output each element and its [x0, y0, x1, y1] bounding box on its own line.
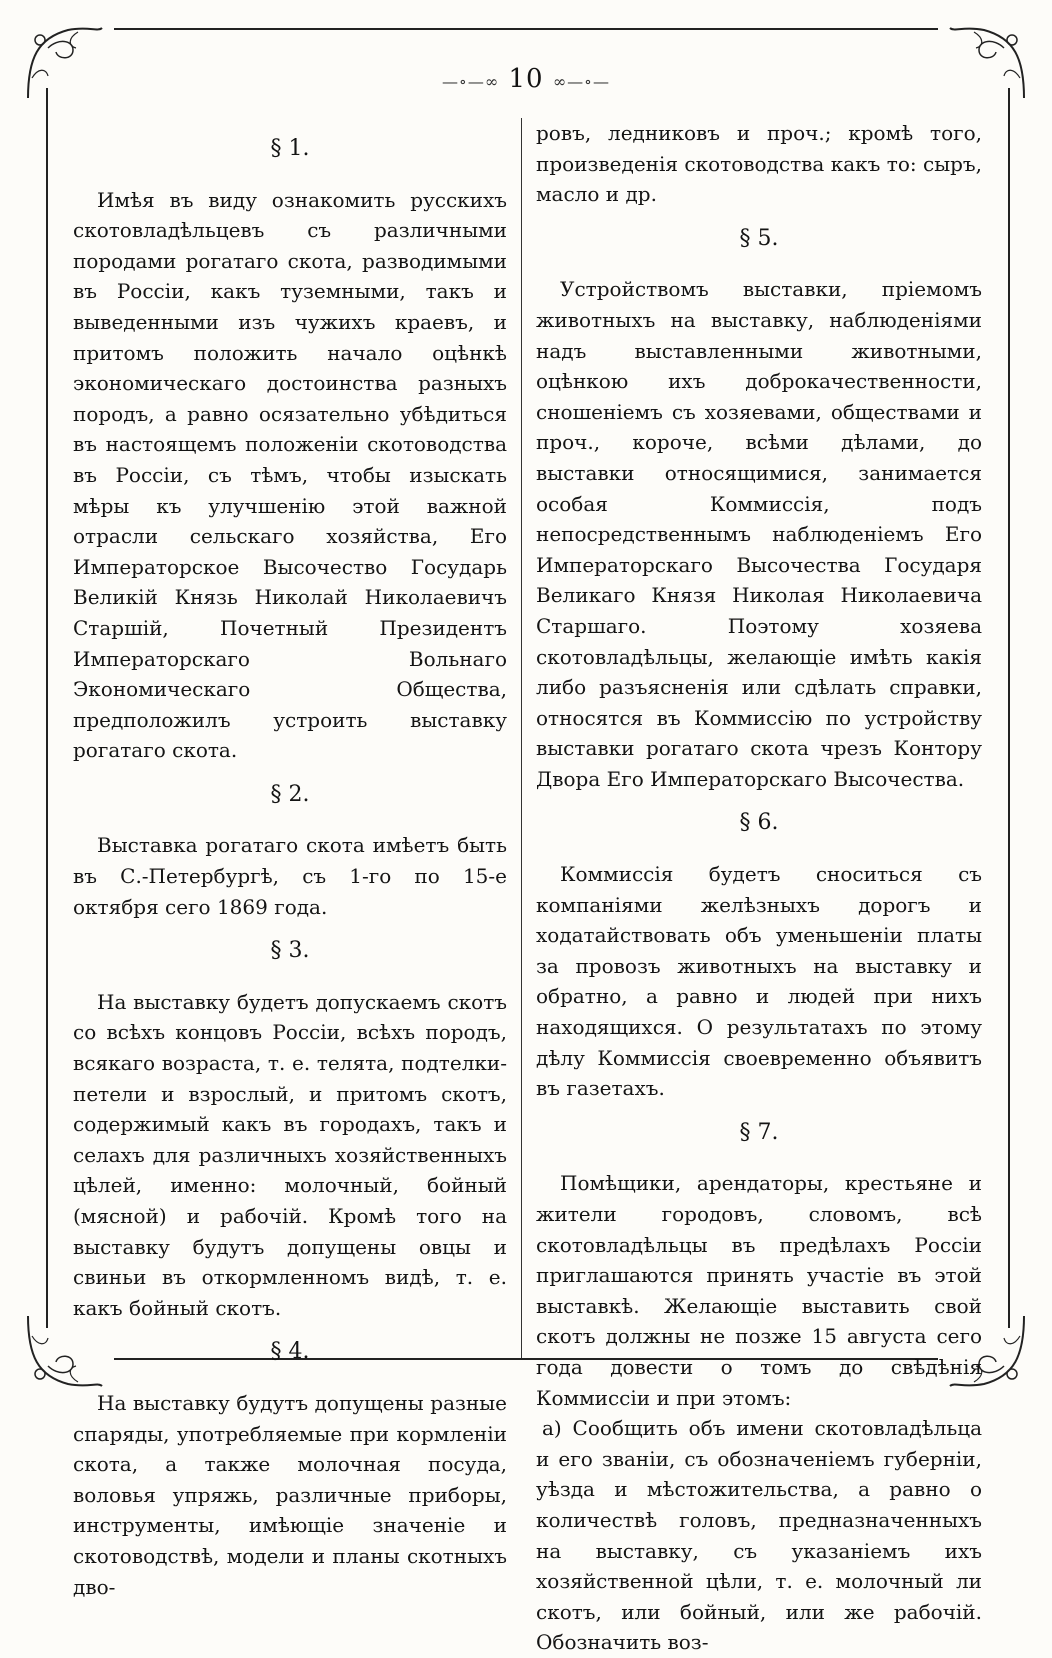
section-paragraph-continued: ровъ, ледниковъ и проч.; кромѣ того, произведенія скотоводства какъ то: сыръ, масло и др.: [536, 121, 982, 207]
corner-ornament-icon: [944, 18, 1034, 108]
corner-ornament-icon: [18, 18, 108, 108]
section-heading: § 7.: [739, 1119, 779, 1145]
section-heading: § 6.: [739, 810, 779, 836]
section-paragraph: Помѣщики, арендаторы, крестьяне и жители городовъ, словомъ, всѣ скотовладѣльцы въ предѣлахъ Россіи приглашаются принять участіе въ этой выставкѣ. Желающіе выставить свой скотъ должны не позже 15 августа сего года довести о томъ до свѣдѣнія Коммиссіи и при этомъ:: [536, 1171, 982, 1410]
section-paragraph: Коммиссія будетъ сноситься съ компаніями желѣзныхъ дорогъ и ходатайствовать объ уменьшеніи платы за провозъ животныхъ на выставку и обратно, а равно и людей при нихъ находящихся. О результатахъ по этому дѣлу Коммиссія своевременно объявитъ въ газетахъ.: [536, 862, 982, 1101]
column-divider: [521, 118, 522, 1358]
top-border: [114, 28, 938, 30]
header-ornament-left-icon: —∘—∞: [442, 72, 500, 91]
section-heading: § 5.: [739, 225, 779, 251]
page-number: 10: [508, 64, 544, 94]
right-column: [536, 118, 982, 1658]
list-item: а) Сообщить объ имени скотовладѣльца и его званіи, съ обозначеніемъ губерніи, уѣзда и мѣстожительства, а равно о количествѣ головъ, предназначенныхъ на выставку, съ указаніемъ ихъ хозяйственной цѣли, т. е. молочный ли скотъ, или бойный, или же рабочій. Обозначить воз-: [536, 1416, 982, 1655]
section-heading: § 1.: [270, 136, 310, 161]
section-paragraph: На выставку будутъ допущены разные спаряды, употребляемые при кормленіи скота, а также молочная посуда, воловья упряжь, различные приборы, инструменты, имѣющіе значеніе и скотоводствѣ, модели и планы скотныхъ дво-: [73, 1390, 507, 1599]
page-header: [0, 64, 1052, 94]
left-column: [73, 122, 507, 1602]
section-heading: § 4.: [270, 1339, 310, 1365]
section-heading: § 2.: [270, 781, 310, 807]
header-ornament-right-icon: ∞—∘—: [552, 72, 610, 91]
section-paragraph: Устройствомъ выставки, пріемомъ животныхъ на выставку, наблюденіями надъ выставленными животными, оцѣнкою ихъ доброкачественности, сношеніемъ съ хозяевами, обществами и проч., короче, всѣми дѣлами, до выставки относящимися, занимается особая Коммиссія, подъ непосредственнымъ наблюденіемъ Его Императорскаго Высочества Государя Великаго Князя Николая Николаевича Старшаго. Поэтому хозяева скотовладѣльцы, желающіе имѣть какія либо разъясненія или сдѣлать справки, относятся въ Коммиссію по устройству выставки рогатаго скота чрезъ Контору Двора Его Императорскаго Высочества.: [536, 277, 982, 791]
section-paragraph: Имѣя въ виду ознакомить русскихъ скотовладѣльцевъ съ различными породами рогатаго скота, разводимыми въ Россіи, какъ туземными, такъ и выведенными изъ чужихъ краевъ, и притомъ положить начало оцѣнкѣ экономическаго достоинства разныхъ породъ, а равно осязательно убѣдиться въ настоящемъ положеніи скотоводства въ Россіи, съ тѣмъ, чтобы изыскать мѣры къ улучшенію этой важной отрасли сельскаго хозяйства, Его Императорское Высочество Государь Великій Князь Николай Николаевичъ Старшій, Почетный Президентъ Императорскаго Вольнаго Экономическаго Общества, предположилъ устроить выставку рогатаго скота.: [73, 187, 507, 763]
section-paragraph: Выставка рогатаго скота имѣетъ быть въ С.-Петербургѣ, съ 1-го по 15-е октября сего 1869 года.: [73, 833, 507, 919]
section-paragraph: На выставку будетъ допускаемъ скотъ со всѣхъ концовъ Россіи, всѣхъ породъ, всякаго возраста, т. е. телята, подтелки-петели и взрослый, и притомъ скотъ, содержимый какъ въ городахъ, такъ и селахъ для различныхъ хозяйственныхъ цѣлей, именно: молочный, бойный (мясной) и рабочій. Кромѣ того на выставку будутъ допущены овцы и свиньи въ откормленномъ видѣ, т. е. какъ бойный скотъ.: [73, 989, 507, 1320]
section-heading: § 3.: [270, 938, 310, 964]
